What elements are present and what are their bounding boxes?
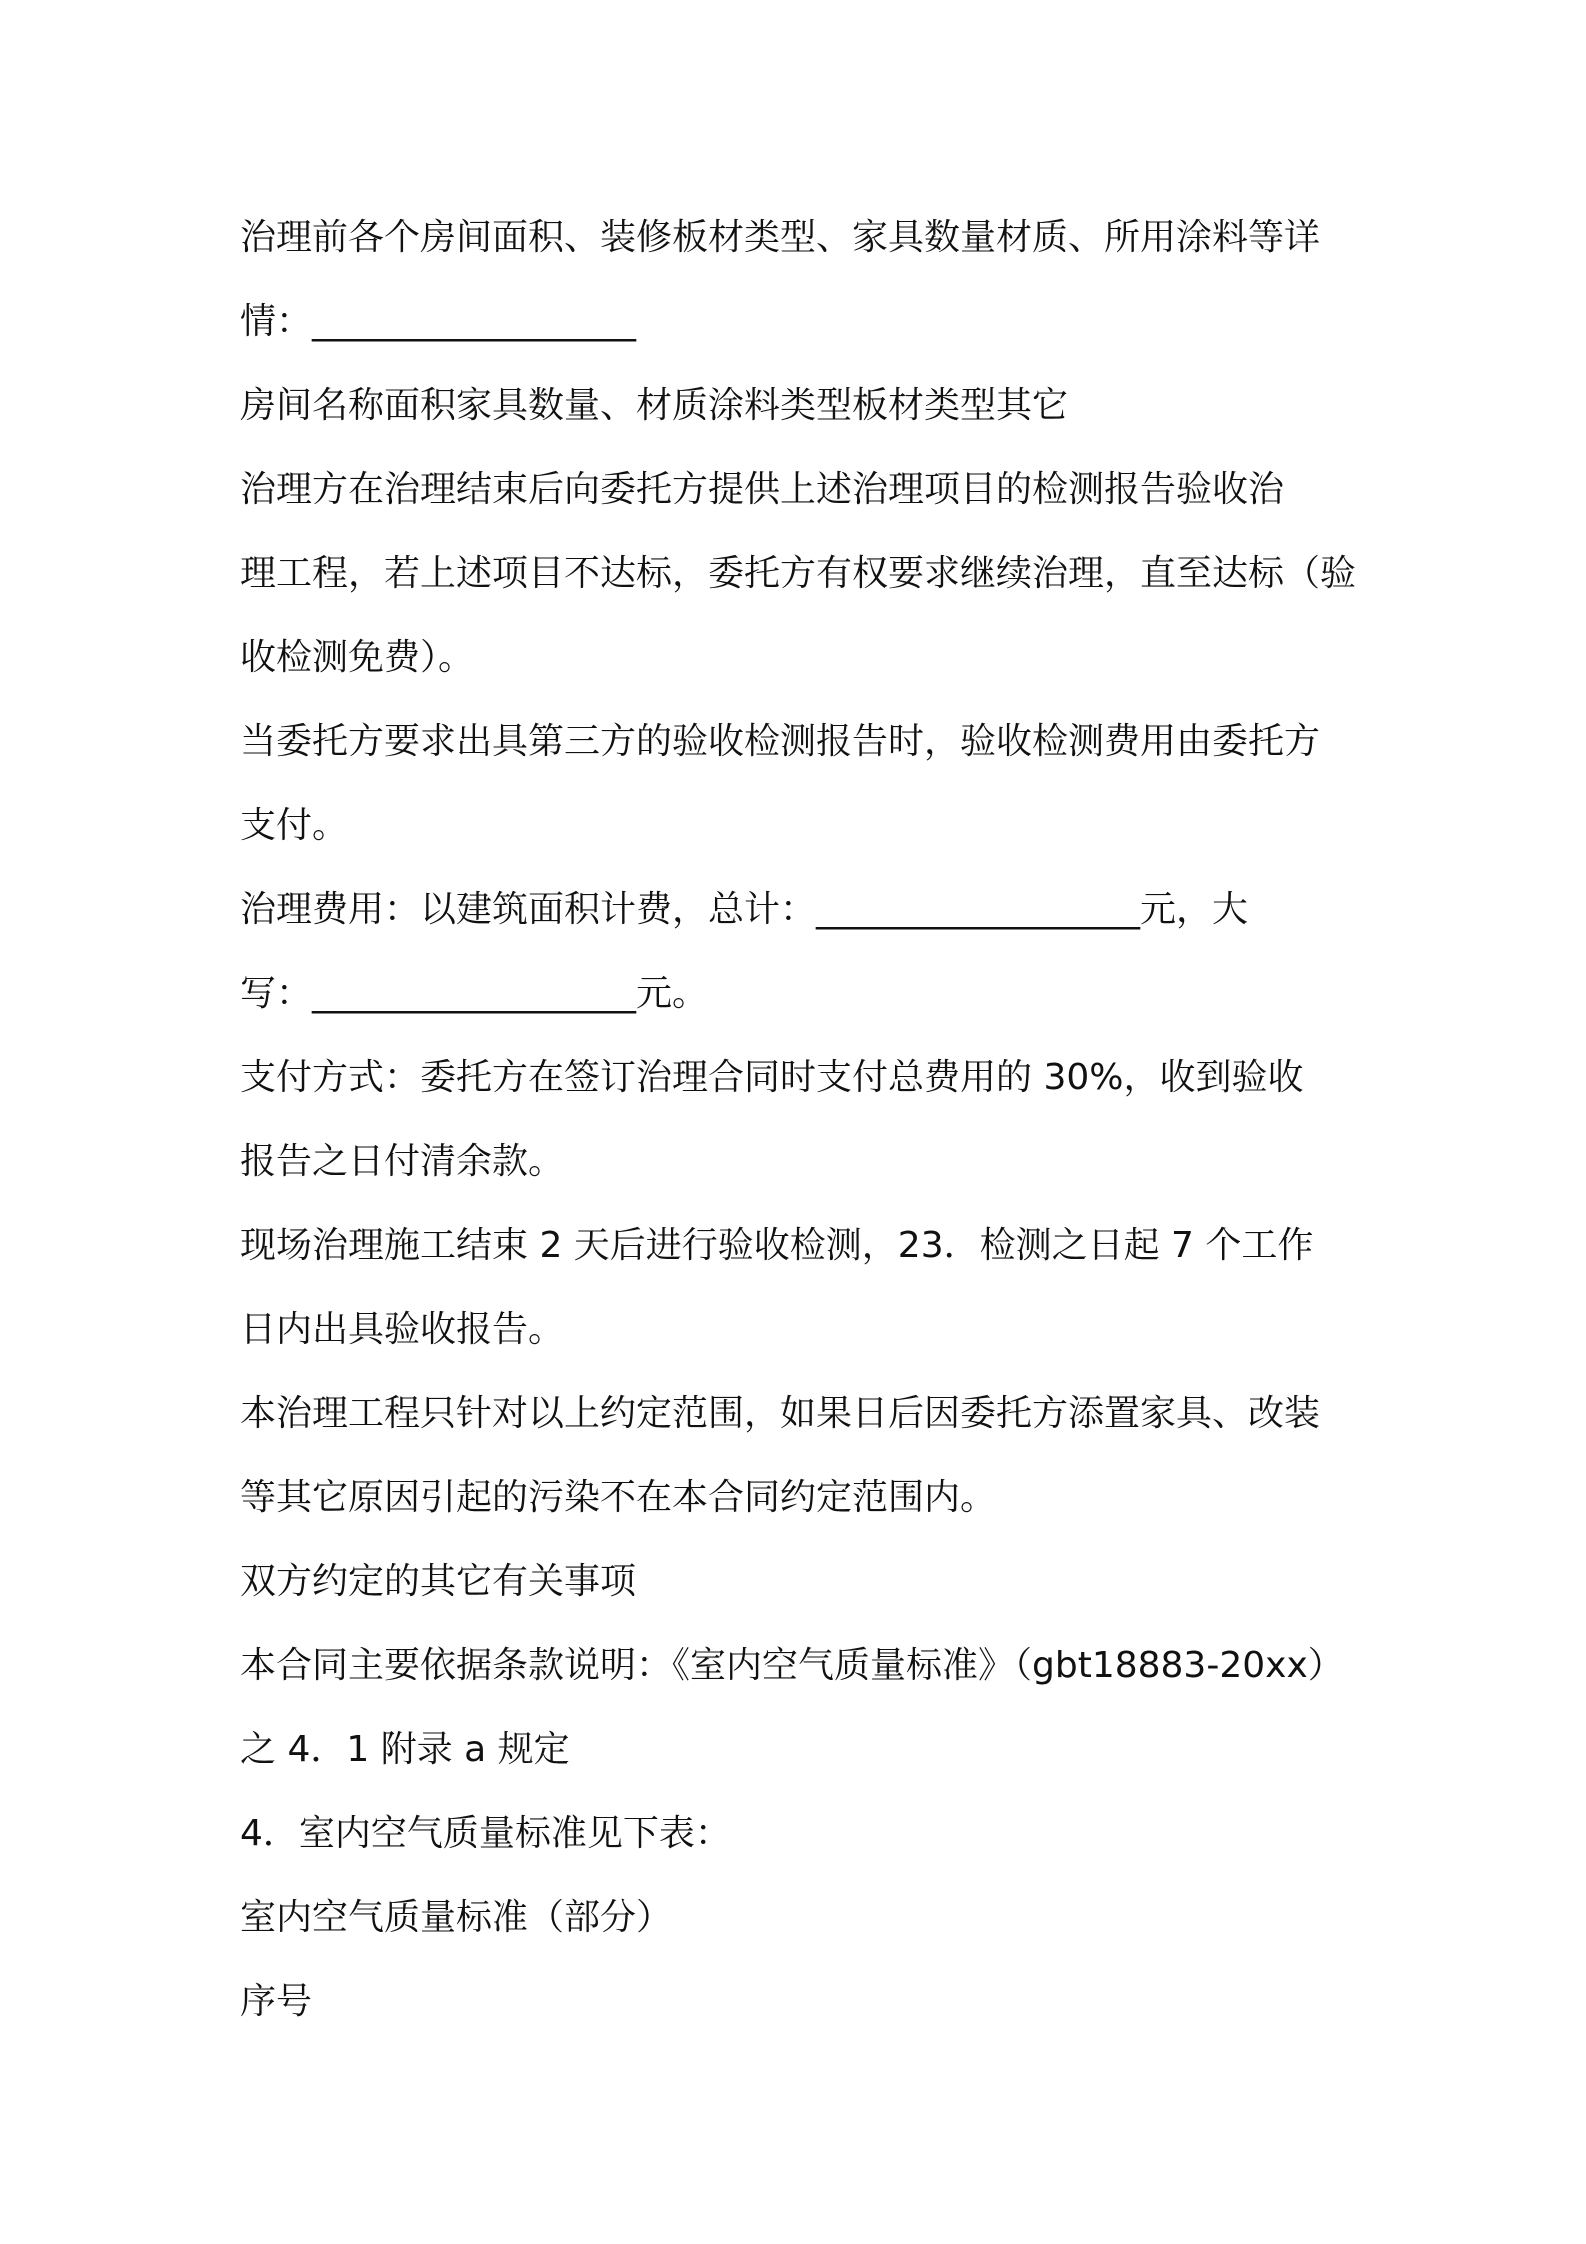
text-line: 支付。: [240, 805, 349, 846]
text-line: 报告之日付清余款。: [240, 1141, 565, 1182]
text-line: 现场治理施工结束 2 天后进行验收检测，23．检测之日起 7 个工作: [240, 1225, 1314, 1266]
text-line: 理工程，若上述项目不达标，委托方有权要求继续治理，直至达标（验: [240, 553, 1357, 594]
document-page: [240, 196, 1370, 2044]
text-line: 室内空气质量标准（部分）: [240, 1897, 673, 1938]
text-line: 当委托方要求出具第三方的验收检测报告时，验收检测费用由委托方: [240, 721, 1321, 762]
text-line: 本治理工程只针对以上约定范围，如果日后因委托方添置家具、改装: [240, 1393, 1321, 1434]
text-line: 情：__________________: [240, 301, 637, 342]
text-line: 日内出具验收报告。: [240, 1309, 565, 1350]
text-line: 之 4．1 附录 a 规定: [240, 1729, 570, 1770]
text-line: 双方约定的其它有关事项: [240, 1561, 637, 1602]
text-line: 房间名称面积家具数量、材质涂料类型板材类型其它: [240, 385, 1069, 426]
text-line: 本合同主要依据条款说明：《室内空气质量标准》（gbt18883-20xx）: [240, 1645, 1344, 1686]
text-line: 4．室内空气质量标准见下表：: [240, 1813, 731, 1854]
text-line: 治理费用：以建筑面积计费，总计：__________________元，大: [240, 889, 1249, 930]
text-line: 支付方式：委托方在签订治理合同时支付总费用的 30%，收到验收: [240, 1057, 1304, 1098]
text-line: 等其它原因引起的污染不在本合同约定范围内。: [240, 1477, 997, 1518]
text-line: 收检测免费）。: [240, 637, 475, 678]
text-line: 治理方在治理结束后向委托方提供上述治理项目的检测报告验收治: [240, 469, 1285, 510]
text-line: 序号: [240, 1981, 313, 2022]
text-line: 写：__________________元。: [240, 973, 709, 1014]
text-line: 治理前各个房间面积、装修板材类型、家具数量材质、所用涂料等详: [240, 217, 1321, 258]
